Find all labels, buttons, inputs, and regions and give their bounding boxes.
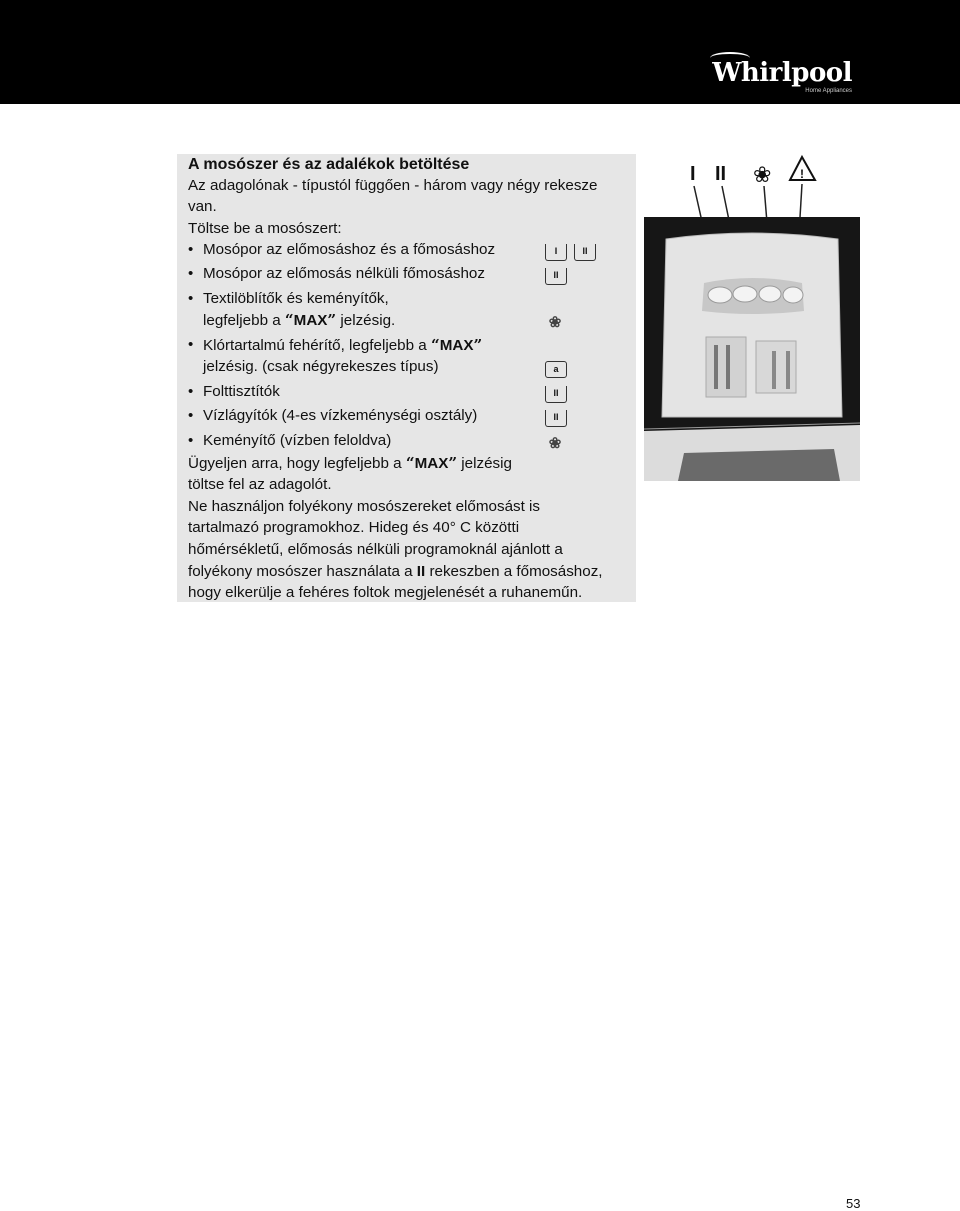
list-item: Mosópor az előmosás nélküli főmosáshoz [203, 265, 485, 282]
flower-compartment-icon: ❀ [543, 314, 567, 331]
label-flower-icon: ❀ [753, 163, 772, 188]
section-title: A mosószer és az adalékok betöltése [188, 156, 470, 173]
logo-swoosh-icon [710, 52, 750, 64]
list-item: Keményítő (vízben feloldva) [203, 432, 392, 449]
bullet-icon: • [188, 241, 194, 258]
compartment-II-icon: II [574, 244, 596, 261]
para-line: tartalmazó programokhoz. Hideg és 40° C közötti [188, 519, 520, 536]
bullet-icon: • [188, 407, 194, 424]
compartment-I-icon: I [545, 244, 567, 261]
list-item: Textilöblítők és keményítők, [203, 290, 389, 307]
note-line-2: töltse fel az adagolót. [188, 476, 332, 493]
list-item: Vízlágyítók (4-es vízkeménységi osztály) [203, 407, 478, 424]
page-header [0, 0, 960, 104]
detergent-section [177, 154, 636, 602]
bullet-icon: • [188, 265, 194, 282]
list-item-cont: legfeljebb a “MAX” jelzésig. [203, 311, 396, 329]
flower-compartment-icon: ❀ [543, 435, 567, 452]
note-line-1: Ügyeljen arra, hogy legfeljebb a “MAX” jelzésig [188, 454, 512, 472]
label-warning: ! [800, 167, 804, 181]
logo-brand: Whirlpool [712, 58, 852, 88]
list-item: Folttisztítók [203, 383, 280, 400]
label-I: I [690, 163, 696, 185]
list-item: Klórtartalmú fehérítő, legfeljebb a “MAX” [203, 336, 483, 354]
bleach-compartment-icon: a [545, 361, 567, 378]
bullet-icon: • [188, 432, 194, 449]
para-line: hogy elkerülje a fehéres foltok megjelenését a ruhaneműn. [188, 584, 583, 601]
logo-subtitle: Home Appliances [805, 88, 852, 94]
para-line: Ne használjon folyékony mosószereket előmosást is [188, 498, 541, 515]
bullet-icon: • [188, 383, 194, 400]
para-line: folyékony mosószer használata a II rekeszben a főmosáshoz, [188, 563, 603, 580]
dispenser-photo [644, 217, 860, 481]
compartment-II-icon: II [545, 386, 567, 403]
list-item-cont: jelzésig. (csak négyrekeszes típus) [203, 358, 439, 375]
intro-line-2: van. [188, 198, 217, 215]
para-line: hőmérsékletű, előmosás nélküli programoknál ajánlott a [188, 541, 563, 558]
bullet-icon: • [188, 290, 194, 307]
compartment-II-icon: II [545, 268, 567, 285]
label-II: II [715, 163, 727, 185]
load-label: Töltse be a mosószert: [188, 220, 342, 237]
page-number: 53 [846, 1196, 861, 1211]
list-item: Mosópor az előmosáshoz és a főmosáshoz [203, 241, 496, 258]
bullet-icon: • [188, 336, 194, 353]
compartment-II-icon: II [545, 410, 567, 427]
whirlpool-logo [712, 58, 852, 94]
intro-line-1: Az adagolónak - típustól függően - három vagy négy rekesze [188, 177, 598, 194]
